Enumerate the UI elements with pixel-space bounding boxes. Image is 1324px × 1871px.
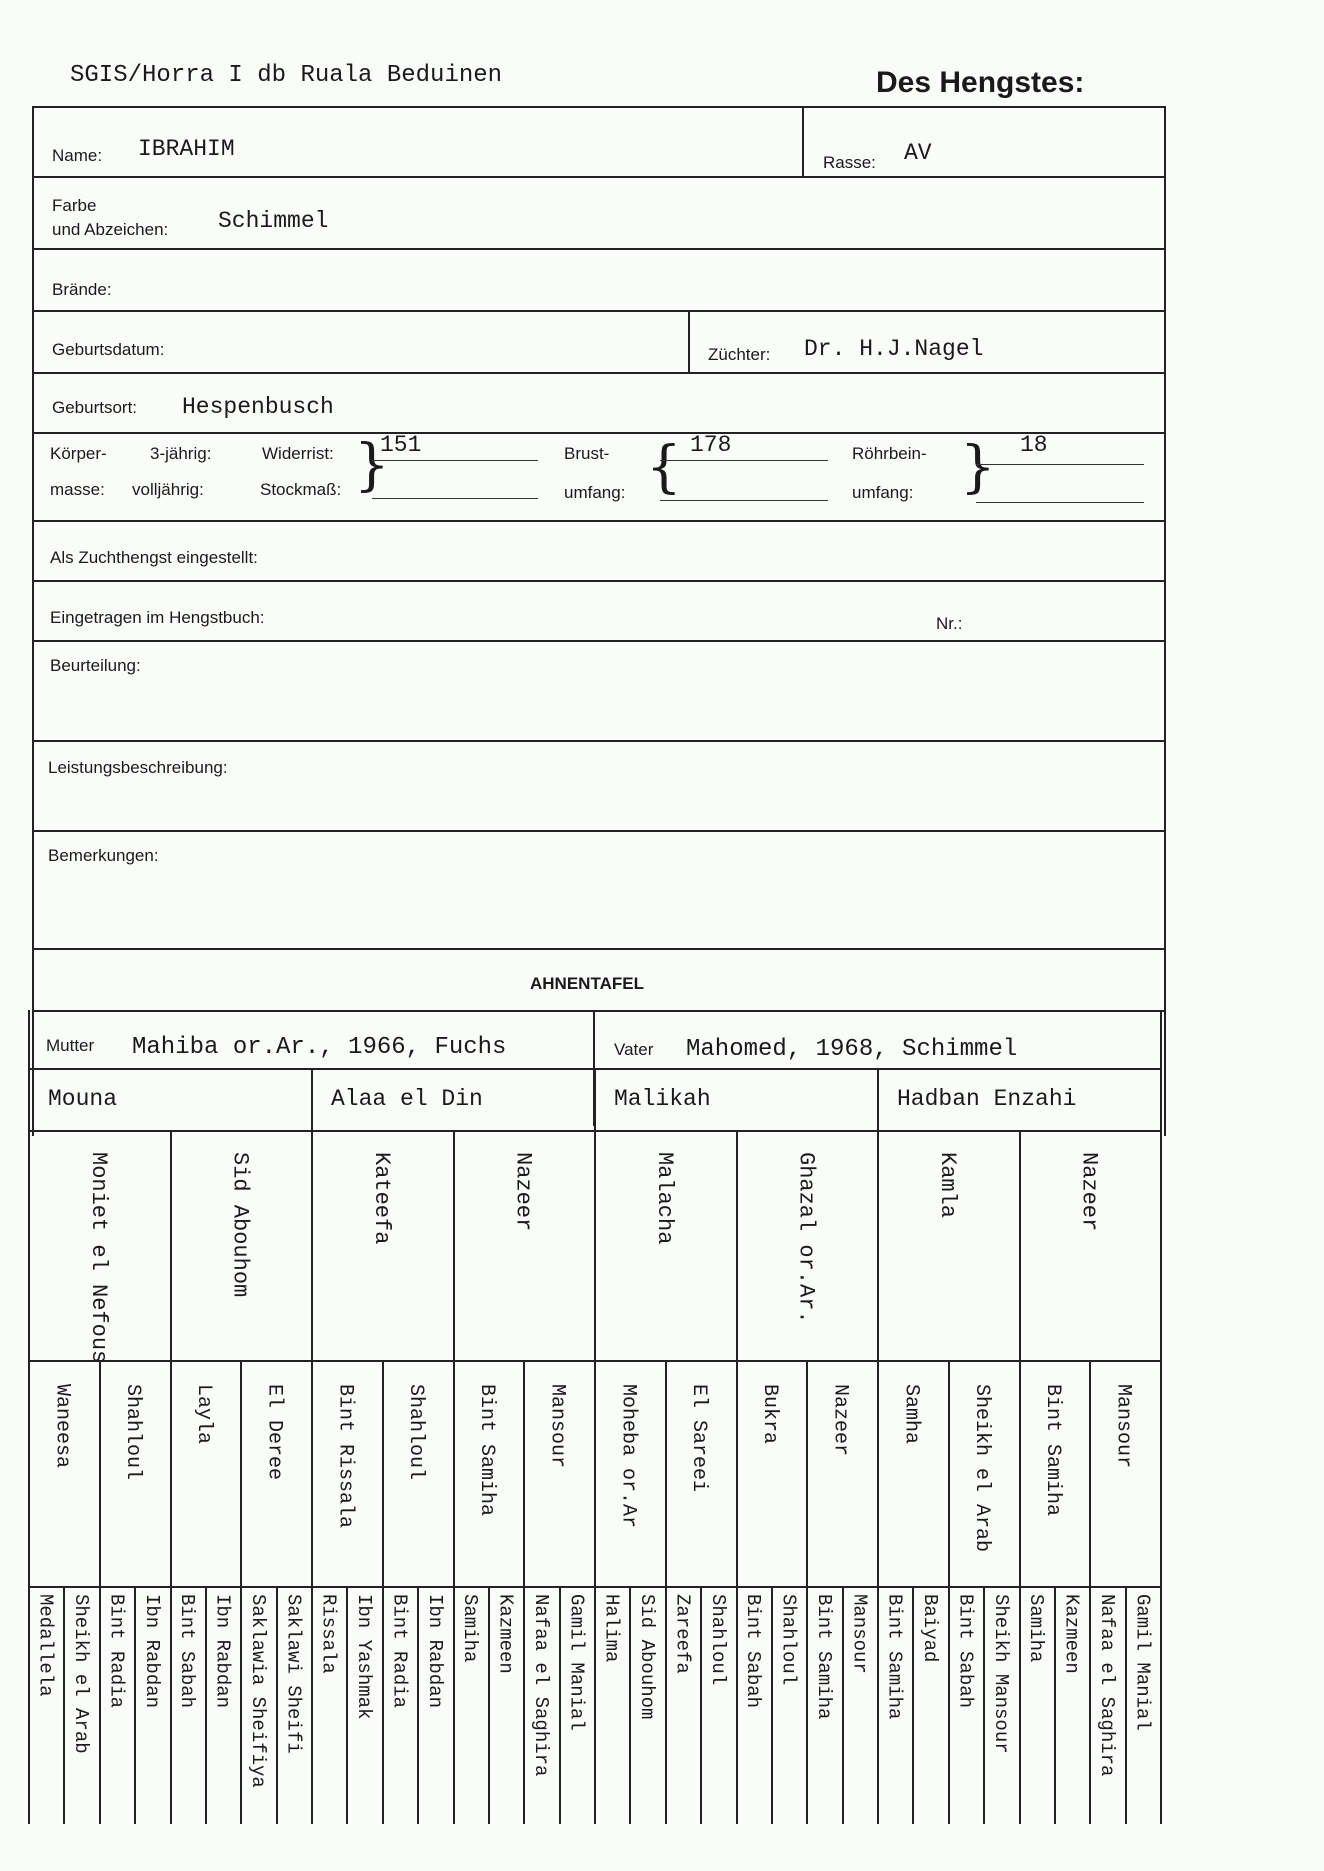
gen4-ancestor-name[interactable]: Bint Samiha: [474, 1384, 498, 1517]
volljaehrig-label: volljährig:: [132, 480, 204, 499]
farbe-label-line1: Farbe: [52, 196, 97, 215]
gen4-ancestor-name[interactable]: Bint Rissala: [333, 1384, 357, 1529]
rasse-value[interactable]: AV: [904, 140, 932, 166]
gen5-ancestor-name[interactable]: Bint Sabah: [176, 1594, 199, 1709]
gen4-ancestor-name[interactable]: Samha: [899, 1384, 923, 1445]
dreijaehrig-label: 3-jährig:: [150, 444, 212, 463]
gen4-ancestor-name[interactable]: Mansour: [545, 1384, 569, 1469]
zuechter-label: Züchter:: [708, 345, 771, 364]
gen5-ancestor-name[interactable]: Samiha: [1025, 1594, 1048, 1663]
geburtsort-value[interactable]: Hespenbusch: [182, 394, 334, 420]
gen5-ancestor-name[interactable]: Saklawi Sheifi: [282, 1594, 305, 1754]
grandparent-name[interactable]: Mouna: [48, 1086, 118, 1112]
vater-value[interactable]: Mahomed, 1968, Schimmel: [686, 1036, 1018, 1063]
gen5-ancestor-name[interactable]: Saklawia Sheifiya: [246, 1594, 269, 1788]
geburtsort-label: Geburtsort:: [52, 398, 138, 417]
braende-label: Brände:: [52, 280, 112, 299]
gen5-ancestor-name[interactable]: Baiyad: [919, 1594, 942, 1663]
grandparent-name[interactable]: Malikah: [614, 1086, 711, 1112]
brace-1: }: [354, 433, 390, 498]
gen4-ancestor-name[interactable]: Shahloul: [404, 1384, 428, 1481]
bemerkungen-label: Bemerkungen:: [48, 846, 159, 865]
farbe-value[interactable]: Schimmel: [218, 208, 329, 234]
gen4-ancestor-name[interactable]: Bukra: [757, 1384, 781, 1445]
gen5-ancestor-name[interactable]: Shahloul: [706, 1594, 729, 1686]
roehrbein-label-line1: Röhrbein-: [852, 444, 927, 463]
gen5-ancestor-name[interactable]: Ibn Yashmak: [353, 1594, 376, 1720]
name-value[interactable]: IBRAHIM: [138, 136, 235, 162]
great-grandparent-name[interactable]: Kateefa: [368, 1152, 394, 1245]
gen5-ancestor-name[interactable]: Gamil Manial: [565, 1594, 588, 1731]
gen4-ancestor-name[interactable]: Mansour: [1111, 1384, 1135, 1469]
gen5-ancestor-name[interactable]: Medallela: [34, 1594, 57, 1697]
stockmass-label: Stockmaß:: [260, 480, 342, 499]
great-grandparent-name[interactable]: Ghazal or.Ar.: [793, 1152, 819, 1324]
gen5-ancestor-name[interactable]: Bint Sabah: [742, 1594, 765, 1709]
stud-line: SGIS/Horra I db Ruala Beduinen: [70, 62, 503, 89]
beurteilung-label: Beurteilung:: [50, 656, 141, 675]
gen5-ancestor-name[interactable]: Sheikh Mansour: [989, 1594, 1012, 1754]
gen4-ancestor-name[interactable]: El Deree: [262, 1384, 286, 1481]
brust-label-line1: Brust-: [564, 444, 610, 463]
gen4-ancestor-name[interactable]: Nazeer: [828, 1384, 852, 1457]
gen5-ancestor-name[interactable]: Bint Sabah: [954, 1594, 977, 1709]
roehrbein-value[interactable]: 18: [1020, 432, 1048, 458]
gen4-ancestor-name[interactable]: Sheikh el Arab: [970, 1384, 994, 1553]
gen5-ancestor-name[interactable]: Zareefa: [671, 1594, 694, 1674]
nr-label: Nr.:: [936, 614, 963, 633]
mutter-value[interactable]: Mahiba or.Ar., 1966, Fuchs: [132, 1034, 507, 1061]
gen5-ancestor-name[interactable]: Mansour: [848, 1594, 871, 1674]
great-grandparent-name[interactable]: Nazeer: [1076, 1152, 1102, 1232]
mutter-label: Mutter: [46, 1036, 95, 1055]
gen5-ancestor-name[interactable]: Bint Samiha: [883, 1594, 906, 1720]
widerrist-label: Widerrist:: [262, 444, 334, 463]
gen5-ancestor-name[interactable]: Sid Abouhom: [636, 1594, 659, 1720]
grandparent-name[interactable]: Hadban Enzahi: [897, 1086, 1077, 1112]
rasse-label: Rasse:: [823, 153, 876, 172]
gen5-ancestor-name[interactable]: Sheikh el Arab: [70, 1594, 93, 1754]
koerper-label-line2: masse:: [50, 480, 105, 499]
hengstbuch-label: Eingetragen im Hengstbuch:: [50, 608, 265, 627]
great-grandparent-name[interactable]: Kamla: [934, 1152, 960, 1219]
gen5-ancestor-name[interactable]: Bint Radia: [105, 1594, 128, 1709]
great-grandparent-name[interactable]: Moniet el Nefous: [85, 1152, 111, 1364]
gen4-ancestor-name[interactable]: Waneesa: [50, 1384, 74, 1469]
gen5-ancestor-name[interactable]: Nafaa el Saghira: [1095, 1594, 1118, 1777]
gen4-ancestor-name[interactable]: Moheba or.Ar: [616, 1384, 640, 1529]
form-title: Des Hengstes:: [876, 66, 1085, 99]
gen5-ancestor-name[interactable]: Kazmeen: [1060, 1594, 1083, 1674]
gen5-ancestor-name[interactable]: Bint Radia: [388, 1594, 411, 1709]
gen5-ancestor-name[interactable]: Halima: [600, 1594, 623, 1663]
brace-3: }: [960, 435, 996, 500]
roehrbein-label-line2: umfang:: [852, 483, 914, 502]
name-label: Name:: [52, 146, 103, 165]
gen5-ancestor-name[interactable]: Rissala: [317, 1594, 340, 1674]
great-grandparent-name[interactable]: Malacha: [651, 1152, 677, 1245]
brace-2: {: [646, 435, 682, 500]
gen5-ancestor-name[interactable]: Ibn Rabdan: [211, 1594, 234, 1709]
gen5-ancestor-name[interactable]: Gamil Manial: [1131, 1594, 1154, 1731]
gen5-ancestor-name[interactable]: Ibn Rabdan: [423, 1594, 446, 1709]
brust-value[interactable]: 178: [690, 432, 732, 458]
pedigree-title: AHNENTAFEL: [530, 974, 644, 993]
gen4-ancestor-name[interactable]: El Sareei: [687, 1384, 711, 1493]
gen4-ancestor-name[interactable]: Layla: [191, 1384, 215, 1445]
brust-label-line2: umfang:: [564, 483, 626, 502]
great-grandparent-name[interactable]: Sid Abouhom: [227, 1152, 253, 1298]
gen5-ancestor-name[interactable]: Kazmeen: [494, 1594, 517, 1674]
gen4-ancestor-name[interactable]: Shahloul: [121, 1384, 145, 1481]
gen4-ancestor-name[interactable]: Bint Samiha: [1040, 1384, 1064, 1517]
zuechter-value[interactable]: Dr. H.J.Nagel: [804, 336, 984, 362]
zuchthengst-label: Als Zuchthengst eingestellt:: [50, 548, 258, 567]
koerper-label-line1: Körper-: [50, 444, 107, 463]
great-grandparent-name[interactable]: Nazeer: [510, 1152, 536, 1232]
leistung-label: Leistungsbeschreibung:: [48, 758, 228, 777]
gen5-ancestor-name[interactable]: Bint Samiha: [812, 1594, 835, 1720]
gen5-ancestor-name[interactable]: Samiha: [459, 1594, 482, 1663]
widerrist-value[interactable]: 151: [380, 432, 422, 458]
grandparent-name[interactable]: Alaa el Din: [331, 1086, 483, 1112]
gen5-ancestor-name[interactable]: Ibn Rabdan: [140, 1594, 163, 1709]
vater-label: Vater: [614, 1040, 654, 1059]
gen5-ancestor-name[interactable]: Shahloul: [777, 1594, 800, 1686]
farbe-label-line2: und Abzeichen:: [52, 220, 169, 239]
gen5-ancestor-name[interactable]: Nafaa el Saghira: [529, 1594, 552, 1777]
geburtsdatum-label: Geburtsdatum:: [52, 340, 165, 359]
